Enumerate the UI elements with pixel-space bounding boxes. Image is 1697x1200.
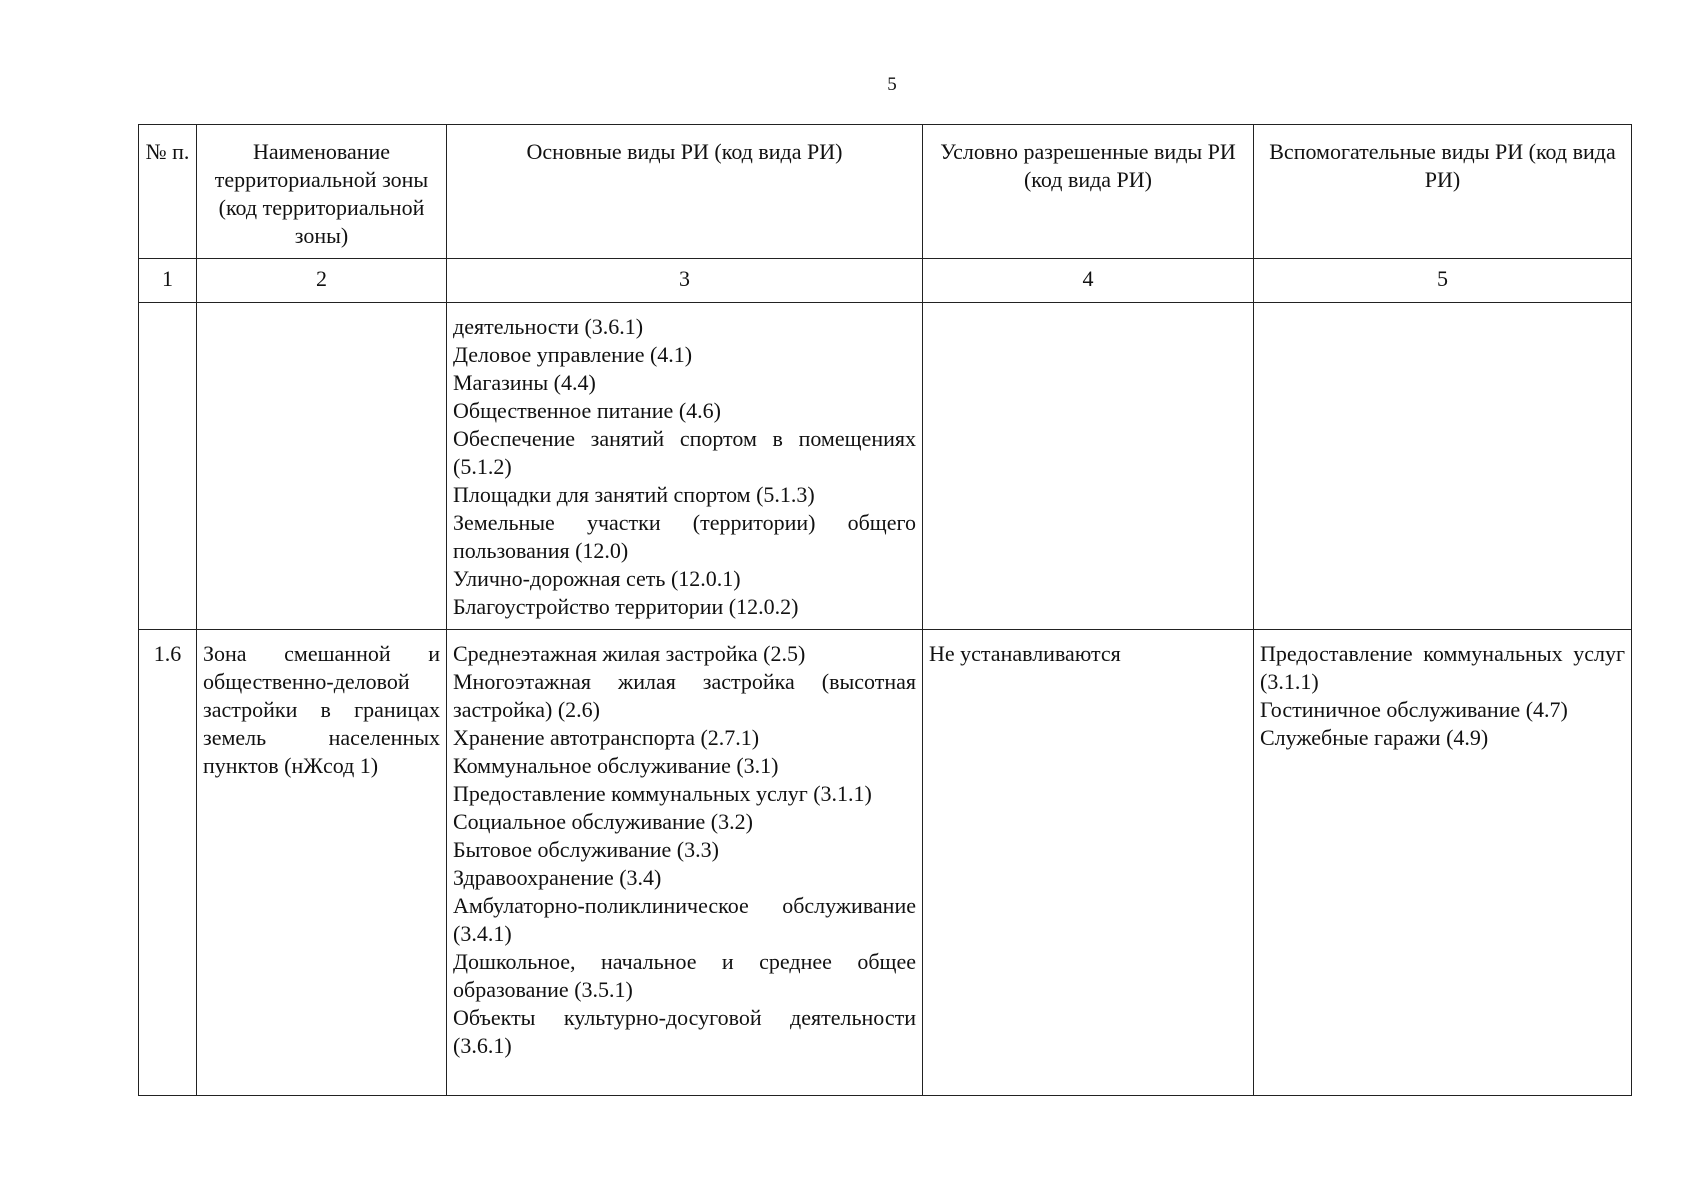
table-header-row bbox=[139, 125, 1632, 259]
main-use-item: Магазины (4.4) bbox=[453, 370, 596, 395]
header-zone-name: Наименование территориальной зоны (код территориальной зоны) bbox=[197, 125, 447, 259]
auxiliary-uses-cell bbox=[1254, 303, 1632, 630]
auxiliary-use-item: Гостиничное обслуживание (4.7) bbox=[1260, 697, 1568, 722]
conditional-uses-cell: Не устанавливаются bbox=[923, 630, 1254, 1096]
auxiliary-use-item: Предоставление коммунальных услуг (3.1.1) bbox=[1260, 641, 1625, 694]
header-main-uses: Основные виды РИ (код вида РИ) bbox=[447, 125, 923, 259]
column-number: 2 bbox=[197, 259, 447, 303]
main-use-item: Земельные участки (территории) общего пользования (12.0) bbox=[453, 510, 916, 563]
land-use-table bbox=[138, 124, 1632, 1096]
main-uses-cell bbox=[447, 303, 923, 630]
main-use-item: деятельности (3.6.1) bbox=[453, 314, 644, 339]
main-use-item: Предоставление коммунальных услуг (3.1.1) bbox=[453, 781, 872, 806]
column-number: 3 bbox=[447, 259, 923, 303]
main-use-item: Многоэтажная жилая застройка (высотная застройка) (2.6) bbox=[453, 669, 916, 722]
main-use-item: Дошкольное, начальное и среднее общее образование (3.5.1) bbox=[453, 949, 916, 1002]
table-row bbox=[139, 303, 1632, 630]
row-number-cell: 1.6 bbox=[139, 630, 197, 1096]
page-number: 5 bbox=[887, 74, 897, 95]
column-number: 4 bbox=[923, 259, 1254, 303]
auxiliary-uses-cell bbox=[1254, 630, 1632, 1096]
main-use-item: Здравоохранение (3.4) bbox=[453, 865, 662, 890]
conditional-uses-cell bbox=[923, 303, 1254, 630]
table-row bbox=[139, 630, 1632, 1096]
main-use-item: Бытовое обслуживание (3.3) bbox=[453, 837, 719, 862]
main-use-item: Улично-дорожная сеть (12.0.1) bbox=[453, 566, 741, 591]
main-use-item: Амбулаторно-поликлиническое обслуживание (3.4.1) bbox=[453, 893, 916, 946]
main-use-item: Социальное обслуживание (3.2) bbox=[453, 809, 753, 834]
main-use-item: Коммунальное обслуживание (3.1) bbox=[453, 753, 779, 778]
header-auxiliary-uses: Вспомогательные виды РИ (код вида РИ) bbox=[1254, 125, 1632, 259]
main-uses-cell bbox=[447, 630, 923, 1096]
main-use-item: Деловое управление (4.1) bbox=[453, 342, 693, 367]
zone-name-cell: Зона смешанной и общественно-деловой застройки в границах земель населенных пунктов (нЖсод 1) bbox=[197, 630, 447, 1096]
header-number: № п. bbox=[139, 125, 197, 259]
row-number-cell bbox=[139, 303, 197, 630]
main-use-item: Обеспечение занятий спортом в помещениях (5.1.2) bbox=[453, 426, 916, 479]
main-use-item: Благоустройство территории (12.0.2) bbox=[453, 594, 799, 619]
header-conditional-uses: Условно разрешенные виды РИ (код вида РИ) bbox=[923, 125, 1254, 259]
column-numbers-row bbox=[139, 259, 1632, 303]
column-number: 5 bbox=[1254, 259, 1632, 303]
column-number: 1 bbox=[139, 259, 197, 303]
auxiliary-use-item: Служебные гаражи (4.9) bbox=[1260, 725, 1489, 750]
zone-name-cell bbox=[197, 303, 447, 630]
main-use-item: Среднеэтажная жилая застройка (2.5) bbox=[453, 641, 806, 666]
main-use-item: Хранение автотранспорта (2.7.1) bbox=[453, 725, 760, 750]
main-use-item: Объекты культурно-досуговой деятельности (3.6.1) bbox=[453, 1005, 916, 1058]
main-use-item: Площадки для занятий спортом (5.1.3) bbox=[453, 482, 815, 507]
main-use-item: Общественное питание (4.6) bbox=[453, 398, 721, 423]
